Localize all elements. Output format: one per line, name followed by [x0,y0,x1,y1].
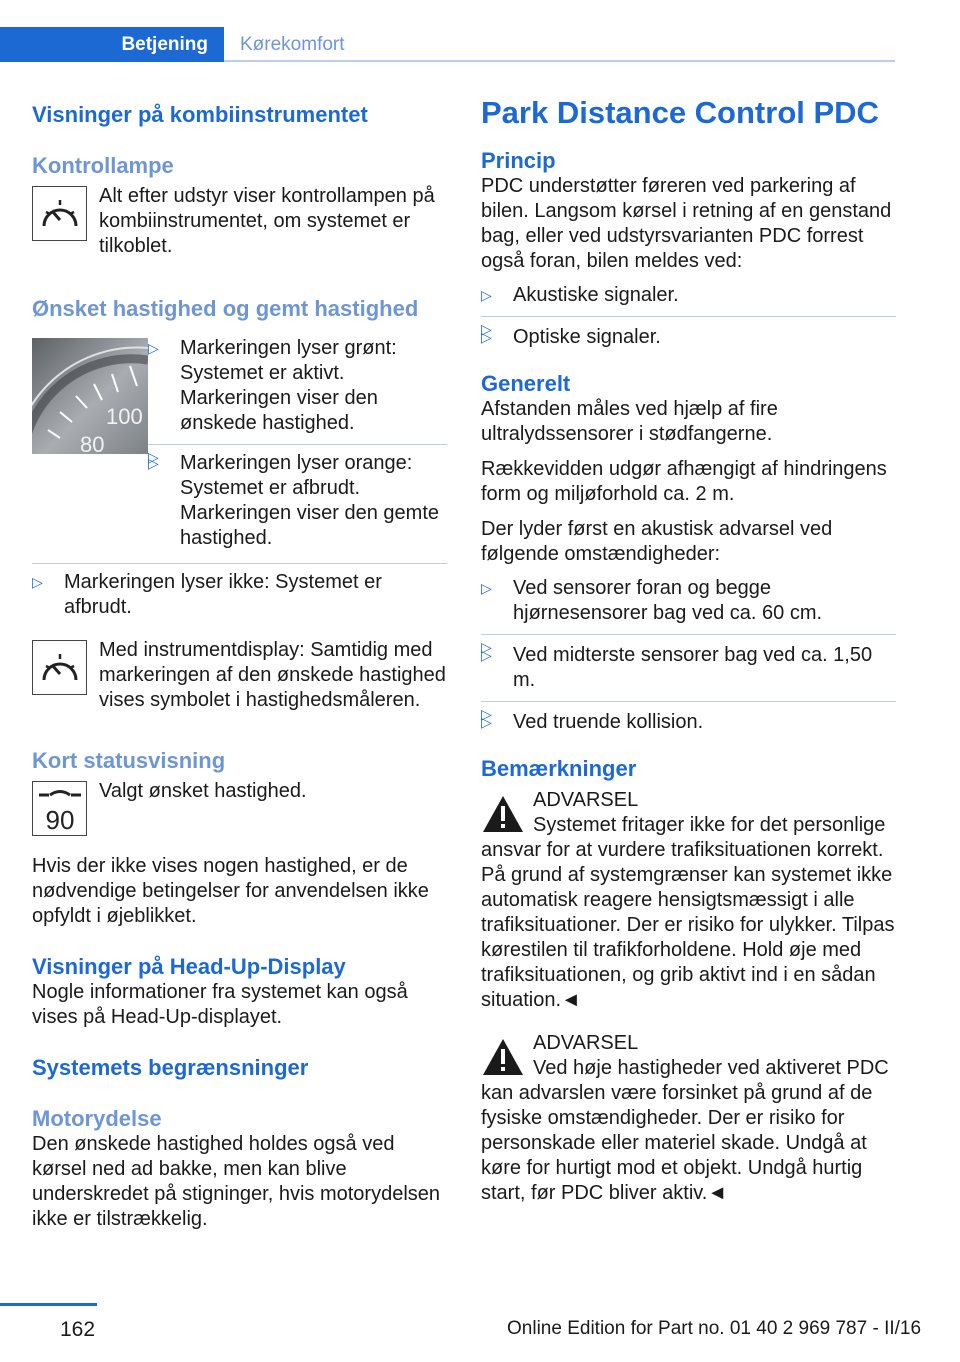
list-item: ▷ Markeringen lyser grønt: Systemet er aktivt. Markeringen viser den ønskede hastighed. [148,336,447,436]
speedometer-image [32,338,148,454]
list-item: ▷ Akustiske signaler. [481,283,896,308]
divider [481,634,896,635]
list-item: ▷ Markeringen lyser ikke: Systemet er afbrudt. [32,570,447,620]
list-item: ▷ Markeringen lyser orange: Systemet er afbrudt. Markeringen viser den gemte hastighed. [148,451,447,551]
generelt-list [481,576,896,735]
heading-kort-statusvisning: Kort statusvisning [32,748,226,773]
heading-kontrollampe: Kontrollampe [32,153,174,178]
warning-2-text: Ved høje hastigheder ved aktiveret PDC kan advarslen være forsinket på grund af de fysiske omstændigheder. Der er risiko for personskade eller materiel skade. Undgå at køre for hurtigt mod et objekt. Undgå hurtig start, før PDC bliver aktiv.◄ [481,1057,889,1204]
warning-1-text: Systemet fritager ikke for det personlige ansvar for at vurdere trafiksituationen korrekt. På grund af systemgrænser kan systemet ikke automatisk reagere hensigtsmæssigt i alle trafiksituationer. Der er risiko for ulykker. Tilpas kørestilen til trafikforholdene. Hold øje med trafiksituationen, og grib aktivt ind i en sådan situation.◄ [481,814,895,1011]
heading-motorydelse: Motorydelse [32,1106,162,1131]
generelt-p3: Der lyder først en akustisk advarsel ved følgende omstændigheder: [481,518,833,565]
cruise-control-icon [32,640,87,695]
kort-paragraph: Hvis der ikke vises nogen hastighed, er de nødvendige betingelser for anvendelsen ikke opfyldt i øjeblikket. [32,855,429,927]
heading-princip: Princip [481,148,556,173]
generelt-p1: Afstanden måles ved hjælp af fire ultralydssensorer i stødfangerne. [481,398,778,445]
divider [32,563,447,564]
princip-text: PDC understøtter føreren ved parkering af bilen. Langsom kørsel i retning af en genstand bag, eller ved udstyrsvarianten PDC forrest også foran, bilen meldes ved: [481,175,892,272]
tab-korekomfort[interactable]: Kørekomfort [240,34,345,55]
gauge-label-80: 80 [80,432,105,454]
page-number: 162 [60,1318,96,1341]
warning-triangle-icon [481,794,525,834]
kort-text: Valgt ønsket hastighed. [99,780,307,802]
heading-onsket-hastighed: Ønsket hastighed og gemt hastighed [32,296,419,321]
divider [481,701,896,702]
warning-2-title: ADVARSEL [533,1032,639,1054]
warning-triangle-icon [481,1037,525,1077]
gauge-label-100: 100 [106,404,143,429]
onsket-list-2 [32,570,447,620]
warning-block-2 [481,1031,896,1206]
cruise-control-icon [32,186,87,241]
heading-head-up-display: Visninger på Head-Up-Display [32,954,346,979]
divider [481,316,896,317]
list-item: ▷ Ved truende kollision. [481,710,896,735]
heading-systemets-begraensninger: Systemets begrænsninger [32,1055,309,1080]
hud-text: Nogle informationer fra systemet kan også vises på Head-Up-displayet. [32,981,408,1028]
divider [148,444,447,445]
warning-1-title: ADVARSEL [533,789,639,811]
onsket-row [32,336,447,559]
instrument-text: Med instrumentdisplay: Samtidig med markeringen af den ønskede hastighed vises symbolet i hastighedsmåleren. [99,639,446,711]
generelt-p2: Rækkevidden udgør afhængigt af hindringens form og miljøforhold ca. 2 m. [481,458,887,505]
kontrollampe-text: Alt efter udstyr viser kontrollampen på kombiinstrumentet, om systemet er tilkoblet. [99,185,435,257]
edition-note: Online Edition for Part no. 01 40 2 969 787 - II/16 [507,1318,922,1339]
footer-rule [0,1303,97,1306]
heading-bemaerkninger: Bemærkninger [481,756,637,781]
kort-row [32,779,447,836]
princip-list [481,283,896,350]
speed-90-number: 90 [45,804,74,835]
instrument-row [32,638,447,713]
speed-90-icon [32,781,87,836]
warning-block-1 [481,788,896,1013]
tab-betjening[interactable]: Betjening [0,27,224,62]
kontrollampe-row [32,184,447,259]
right-column [481,95,896,1206]
motor-text: Den ønskede hastighed holdes også ved kørsel ned ad bakke, men kan blive underskredet på stigninger, hvis motorydelsen ikke er tilstrækkelig. [32,1133,441,1230]
list-item: ▷ Optiske signaler. [481,325,896,350]
list-item: ▷ Ved sensorer foran og begge hjørnesensorer bag ved ca. 60 cm. [481,576,896,626]
page-title-pdc: Park Distance Control PDC [481,95,879,130]
left-column [32,95,447,1232]
list-item: ▷ Ved midterste sensorer bag ved ca. 1,50 m. [481,643,896,693]
section-title-kombiinstrument: Visninger på kombiinstrumentet [32,102,368,127]
heading-generelt: Generelt [481,371,571,396]
onsket-list [148,336,447,559]
